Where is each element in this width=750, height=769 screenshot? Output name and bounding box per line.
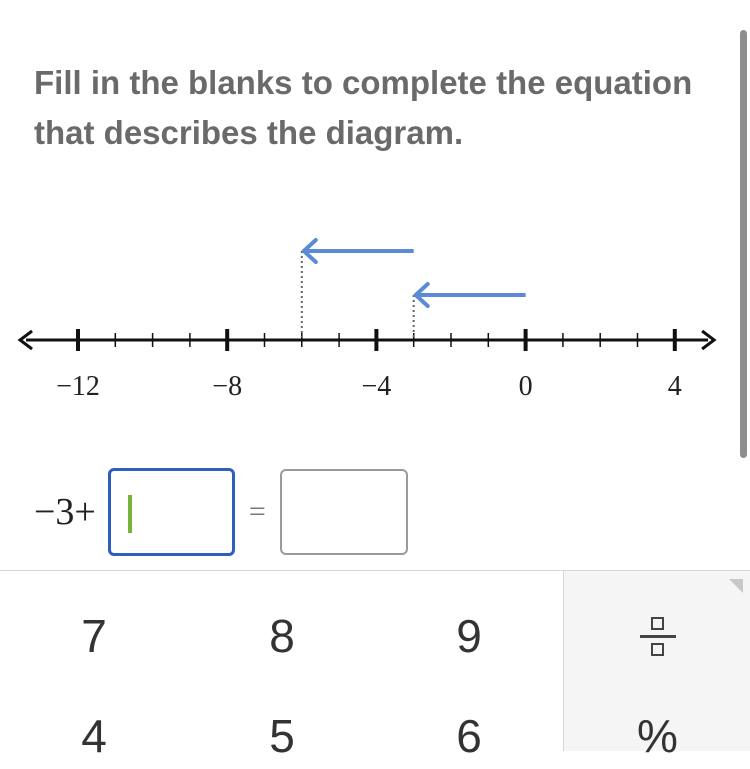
key-4[interactable]: 4 <box>81 710 107 762</box>
answer-blank-2[interactable] <box>280 469 408 555</box>
tick-label: −12 <box>56 371 100 402</box>
tick-label: 4 <box>667 371 682 402</box>
tick-label: −8 <box>212 371 243 402</box>
tick-label: 0 <box>518 371 533 402</box>
answer-blank-1[interactable] <box>108 468 235 556</box>
number-line <box>0 225 750 405</box>
text-caret <box>128 495 132 533</box>
key-percent[interactable]: % <box>637 710 678 762</box>
key-7[interactable]: 7 <box>81 610 107 662</box>
equation-lhs: −3+ <box>34 491 96 533</box>
keypad <box>0 570 750 762</box>
tick-label: −4 <box>361 371 392 402</box>
keypad-side-panel <box>563 571 750 762</box>
question-prompt: Fill in the blanks to complete the equation that describes the diagram. <box>34 64 693 151</box>
equals-sign: = <box>248 495 266 528</box>
fraction-key[interactable] <box>564 571 750 701</box>
key-5[interactable]: 5 <box>269 710 295 762</box>
key-9[interactable]: 9 <box>456 610 482 662</box>
key-6[interactable]: 6 <box>456 710 482 762</box>
key-8[interactable]: 8 <box>269 610 295 662</box>
fraction-icon <box>640 617 676 656</box>
equation <box>34 468 408 556</box>
